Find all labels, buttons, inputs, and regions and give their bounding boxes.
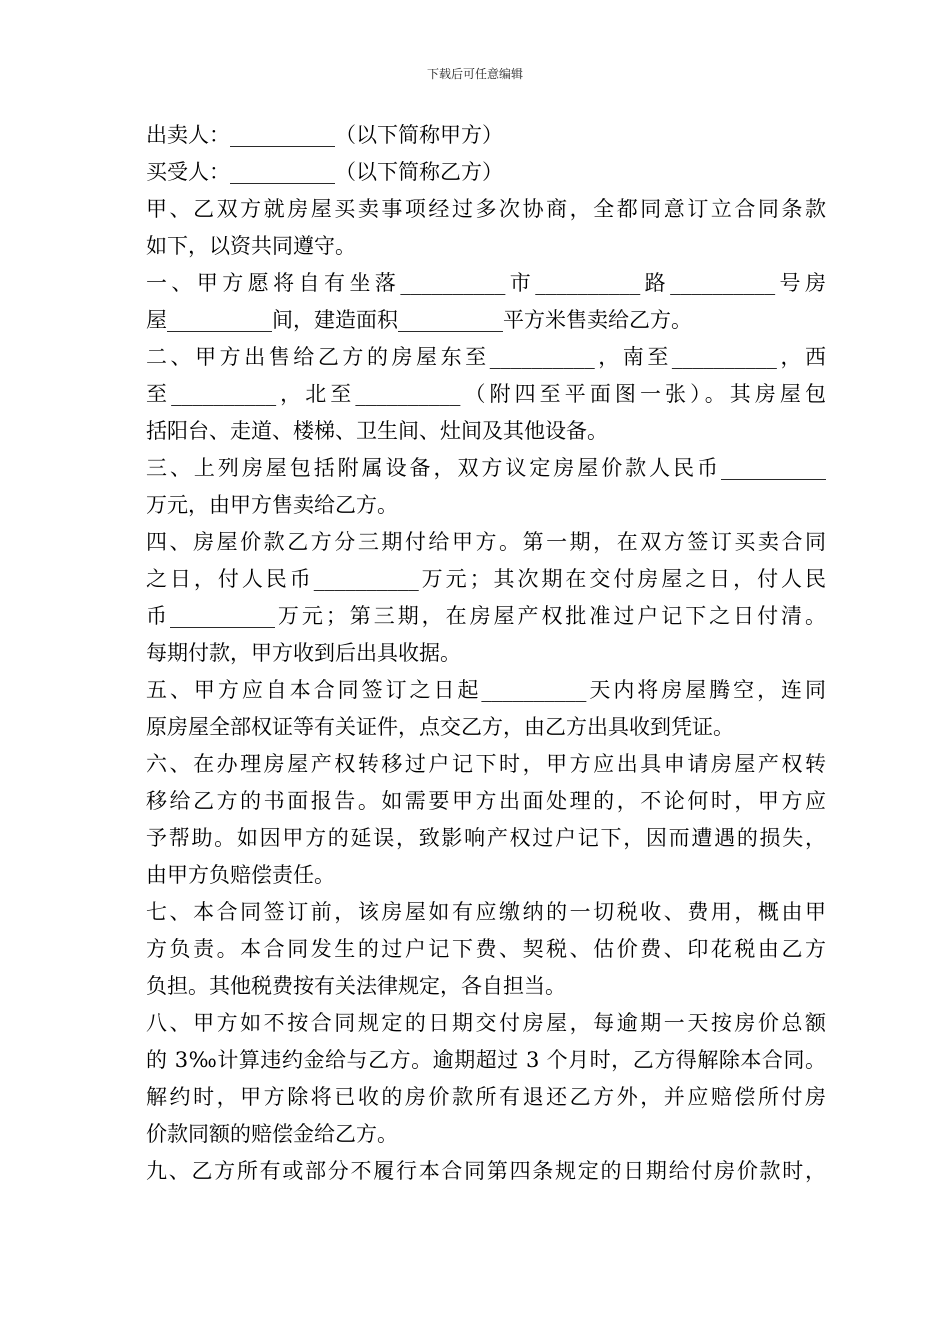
page-header: 下载后可任意编辑 — [426, 67, 523, 81]
text-line: 方负责。本合同发生的过户记下费、契税、估价费、印花税由乙方 — [146, 937, 826, 961]
text-line: 甲、乙双方就房屋买卖事项经过多次协商，全都同意订立合同条款 — [146, 197, 826, 221]
text-line: 二、甲方出售给乙方的房屋东至__________，南至__________，西 — [146, 345, 826, 369]
text-line: 至__________，北至__________（附四至平面图一张）。其房屋包 — [146, 382, 826, 406]
text-line: 买受人：__________（以下简称乙方） — [146, 160, 503, 184]
text-line: 解约时，甲方除将已收的房价款所有退还乙方外，并应赔偿所付房 — [146, 1085, 826, 1109]
text-line: 八、甲方如不按合同规定的日期交付房屋，每逾期一天按房价总额 — [146, 1011, 826, 1035]
text-line: 由甲方负赔偿责任。 — [146, 863, 335, 887]
text-line: 之日，付人民币__________万元；其次期在交付房屋之日，付人民 — [146, 567, 826, 591]
text-line: 价款同额的赔偿金给乙方。 — [146, 1122, 398, 1146]
text-line: 屋__________间，建造面积__________平方米售卖给乙方。 — [146, 308, 692, 332]
text-line: 币__________万元；第三期，在房屋产权批准过户记下之日付清。 — [146, 604, 826, 628]
text-line: 原房屋全部权证等有关证件，点交乙方，由乙方出具收到凭证。 — [146, 715, 734, 739]
text-line: 括阳台、走道、楼梯、卫生间、灶间及其他设备。 — [146, 419, 608, 443]
text-line: 六、在办理房屋产权转移过户记下时，甲方应出具申请房屋产权转 — [146, 752, 826, 776]
text-line: 如下，以资共同遵守。 — [146, 234, 356, 258]
text-line: 的 3‰计算违约金给与乙方。逾期超过 3 个月时，乙方得解除本合同。 — [146, 1048, 826, 1072]
text-line: 予帮助。如因甲方的延误，致影响产权过户记下，因而遭遇的损失， — [146, 826, 826, 850]
text-line: 四、房屋价款乙方分三期付给甲方。第一期，在双方签订买卖合同 — [146, 530, 826, 554]
text-line: 五、甲方应自本合同签订之日起__________天内将房屋腾空，连同 — [146, 678, 826, 702]
text-line: 一、甲方愿将自有坐落__________市__________路__________号房 — [146, 271, 826, 295]
text-line: 负担。其他税费按有关法律规定，各自担当。 — [146, 974, 566, 998]
text-line: 出卖人：__________（以下简称甲方） — [146, 123, 503, 147]
text-line: 三、上列房屋包括附属设备，双方议定房屋价款人民币__________ — [146, 456, 826, 480]
text-line: 每期付款，甲方收到后出具收据。 — [146, 641, 461, 665]
text-line: 万元，由甲方售卖给乙方。 — [146, 493, 398, 517]
text-line: 移给乙方的书面报告。如需要甲方出面处理的，不论何时，甲方应 — [146, 789, 826, 813]
contract-body — [146, 117, 826, 1190]
text-line: 七、本合同签订前，该房屋如有应缴纳的一切税收、费用，概由甲 — [146, 900, 826, 924]
text-line: 九、乙方所有或部分不履行本合同第四条规定的日期给付房价款时， — [146, 1159, 826, 1183]
